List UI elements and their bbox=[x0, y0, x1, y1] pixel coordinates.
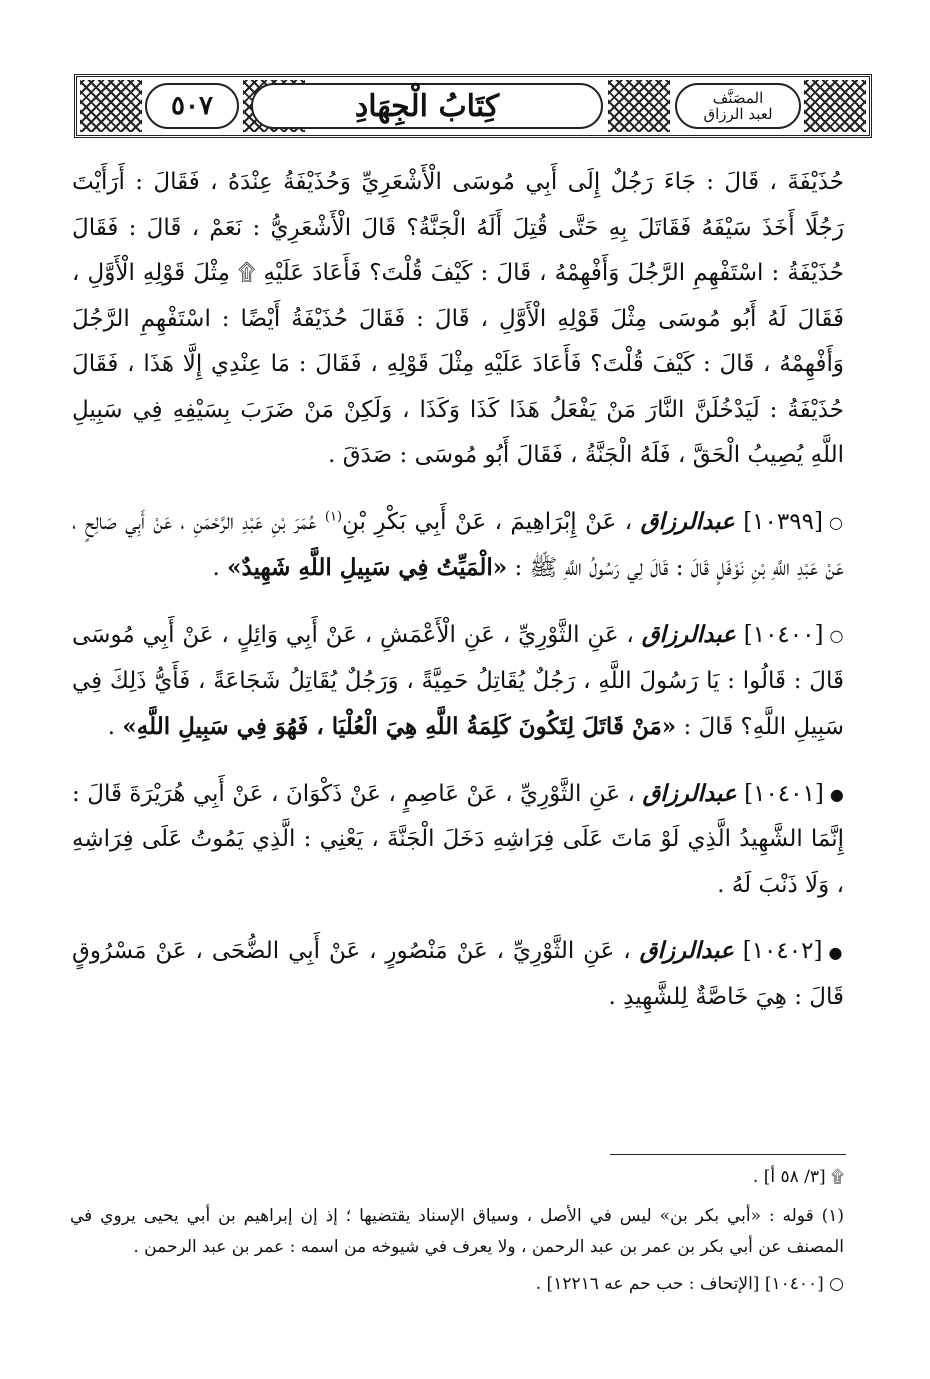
footnotes bbox=[70, 1162, 844, 1308]
logo-line-2: لعبد الرزاق bbox=[703, 105, 773, 123]
marker-dot-icon: ● bbox=[828, 942, 845, 962]
isnad-text: ، عَنِ الثَّوْرِيِّ ، عَنْ عَاصِمٍ ، عَنْ ذَكْوَانَ ، عَنْ أَبِي هُرَيْرَةَ قَالَ : إِنَّمَا الشَّهِيدُ الَّذِي لَوْ مَاتَ عَلَى فِرَاشِهِ دَخَلَ الْجَنَّةَ ، يَعْنِي : الَّذِي يَمُوتُ عَلَى فِرَاشِهِ ، وَلَا ذَنْبَ لَهُ . bbox=[72, 780, 844, 898]
end-dot: . bbox=[107, 714, 116, 740]
hadith-10400 bbox=[72, 612, 844, 751]
marker-circle-icon: ○ bbox=[829, 626, 844, 645]
logo-line-1: المصَنَّف bbox=[712, 89, 764, 107]
book-title: كِتَابُ الْجِهَادِ bbox=[251, 83, 603, 129]
footnote-ref: (١) bbox=[324, 508, 343, 524]
hadith-number: [١٠٤٠٠] bbox=[743, 621, 824, 648]
hadith-continuation bbox=[72, 160, 844, 479]
ornament-pattern bbox=[804, 80, 866, 132]
footnote-1: (١) قوله : «أبي بكر بن» ليس في الأصل ، وسياق الإسناد يقتضيها ؛ إذ إن إبراهيم بن أبي يحيى يروي في المصنف عن أبي بكر بن عمر بن عبد الرحمن ، ولا يعرف في شيوخه من اسمه : عمر بن عبد الرحمن . bbox=[70, 1206, 844, 1257]
isnad-text: ، عَنِ الثَّوْرِيِّ ، عَنِ الْأَعْمَشِ ، عَنْ أَبِي وَائِلٍ ، عَنْ أَبِي مُوسَى قَالَ : قَالُوا : يَا رَسُولَ اللَّهِ ، رَجُلٌ يُقَاتِلُ حَمِيَّةً ، وَرَجُلٌ يُقَاتِلُ شَجَاعَةً ، فَأَيُّ ذَلِكَ فِي سَبِيلِ اللَّهِ؟ قَالَ : bbox=[72, 621, 844, 740]
ornament-pattern bbox=[608, 80, 670, 132]
ornament-pattern bbox=[80, 80, 142, 132]
end-dot: . bbox=[212, 555, 220, 582]
marker-circle-icon: ○ bbox=[828, 512, 845, 532]
hadith-number: [١٠٣٩٩] bbox=[743, 508, 823, 535]
hadith-10401 bbox=[72, 771, 844, 909]
hadith-number: [١٠٤٠٢] bbox=[742, 938, 823, 965]
footnote-divider bbox=[610, 1154, 846, 1155]
page-number: ٥٠٧ bbox=[145, 83, 239, 129]
hadith-matn: «الْمَيِّتُ فِي سَبِيلِ اللَّهِ شَهِيدٌ» bbox=[227, 554, 508, 582]
continuation-text: حُذَيْفَةَ ، قَالَ : جَاءَ رَجُلٌ إِلَى أَبِي مُوسَى الْأَشْعَرِيِّ وَحُذَيْفَةُ عِنْدَهُ ، فَقَالَ : أَرَأَيْتَ رَجُلًا أَخَذَ سَيْفَهُ فَقَاتَلَ بِهِ حَتَّى قُتِلَ أَلَهُ الْجَنَّةُ؟ قَالَ الْأَشْعَرِيُّ : نَعَمْ ، قَالَ : فَقَالَ حُذَيْفَةُ : اسْتَفْهِمِ الرَّجُلَ وَأَفْهِمْهُ ، قَالَ : كَيْفَ قُلْتَ؟ فَأَعَادَ عَلَيْهِ ۩ مِثْلَ قَوْلِهِ الْأَوَّلِ ، فَقَالَ لَهُ أَبُو مُوسَى مِثْلَ قَوْلِهِ الْأَوَّلِ ، قَالَ : فَقَالَ حُذَيْفَةُ أَيْضًا : اسْتَفْهِمِ الرَّجُلَ وَأَفْهِمْهُ ، قَالَ : كَيْفَ قُلْتَ؟ فَأَعَادَ عَلَيْهِ مِثْلَ قَوْلِهِ ، فَقَالَ : مَا عِنْدِي إِلَّا هَذَا ، فَقَالَ حُذَيْفَةُ : لَيَدْخُلَنَّ النَّارَ مَنْ يَفْعَلُ هَذَا كَذَا وَكَذَا ، وَلَكِنْ مَنْ ضَرَبَ بِسَيْفِهِ فِي سَبِيلِ اللَّهِ يُصِيبُ الْحَقَّ ، فَلَهُ الْجَنَّةُ ، فَقَالَ أَبُو مُوسَى : صَدَقَ . bbox=[72, 169, 844, 468]
author-name: عبدالرزاق bbox=[639, 937, 734, 965]
author-name: عبدالرزاق bbox=[642, 779, 737, 807]
main-text bbox=[72, 160, 844, 1041]
hadith-matn: «مَنْ قَاتَلَ لِتَكُونَ كَلِمَةُ اللَّهِ هِيَ الْعُلْيَا ، فَهُوَ فِي سَبِيلِ اللَّهِ» bbox=[122, 713, 677, 740]
page-header bbox=[74, 74, 872, 138]
folio-reference: ۩ [٣/ ٥٨ أ] . bbox=[752, 1167, 844, 1187]
hadith-number: [١٠٤٠١] bbox=[744, 780, 824, 807]
hadith-10399 bbox=[72, 499, 844, 592]
isnad-text: ، عَنِ الثَّوْرِيِّ ، عَنْ مَنْصُورٍ ، عَنْ أَبِي الضُّحَى ، عَنْ مَسْرُوقٍ قَالَ : هِيَ خَاصَّةٌ لِلشَّهِيدِ . bbox=[72, 938, 844, 1010]
isnad-text: عُمَرَ بْنِ عَبْدِ الرَّحْمَنِ ، عَنْ أَبِي صَالِحٍ ، عَنْ عَبْدِ اللَّهِ بْنِ نَوْفَلٍ قَالَ : قَالَ لِي رَسُولُ اللَّهِ ﷺ : bbox=[72, 508, 844, 582]
author-name: عبدالرزاق bbox=[641, 620, 736, 648]
author-name: عبدالرزاق bbox=[640, 507, 735, 535]
series-logo bbox=[675, 83, 801, 129]
isnad-text: ، عَنْ إِبْرَاهِيمَ ، عَنْ أَبِي بَكْرِ بْنِ bbox=[342, 508, 633, 535]
ithaf-reference: ○ [١٠٤٠٠] [الإتحاف : حب حم عه ١٢٢١٦] . bbox=[535, 1274, 844, 1294]
marker-dot-icon: ● bbox=[829, 784, 844, 804]
hadith-10402 bbox=[72, 928, 844, 1020]
